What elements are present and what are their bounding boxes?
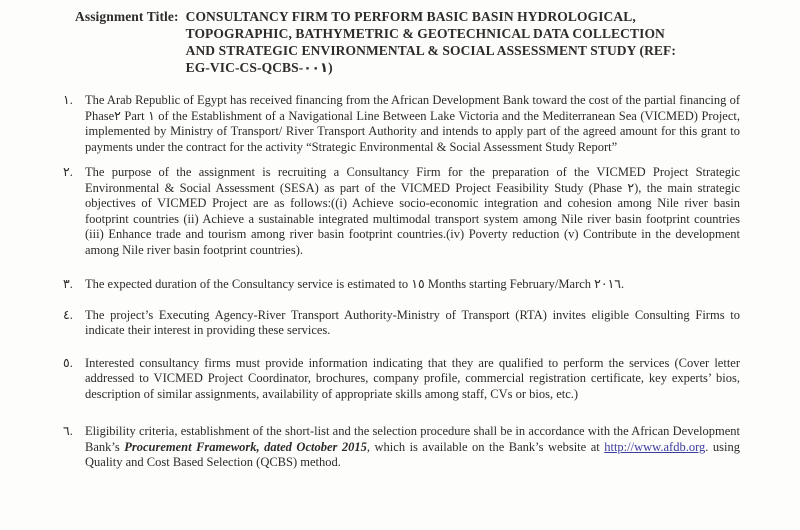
- assignment-title: [75, 8, 740, 76]
- paragraph-2-text: The purpose of the assignment is recruiting a Consultancy Firm for the preparation of the VICMED Project Strategic Environmental & Social Assessment (SESA) as part of the VICMED Project Feasibility Study (Phase ٢), the main strategic objectives of VICMED Project are as follows:((i) Achieve socio-economic integration and cohesion among Nile river basin footprint countries (ii) Achieve a sustainable integrated multimodal transport system among Nile river basin footprint countries (iii) Enhance trade and tourism among river basin footprint countries.(iv) Poverty reduction (v) Contribute in the development among Nile river basin footprint countries).: [85, 165, 740, 257]
- assignment-title-text: [186, 8, 676, 76]
- paragraph-4-text: The project’s Executing Agency-River Transport Authority-Ministry of Transport (RTA) invites eligible Consulting Firms to indicate their interest in providing these services.: [85, 307, 740, 337]
- paragraph-6-text: [85, 424, 740, 471]
- paragraph-4: [63, 308, 740, 339]
- title-line-2: TOPOGRAPHIC, BATHYMETRIC & GEOTECHNICAL DATA COLLECTION: [185, 26, 665, 41]
- paragraph-3-text: The expected duration of the Consultancy service is estimated to ١٥ Months starting February/March ٢٠١٦.: [85, 277, 625, 291]
- paragraph-3: [63, 277, 740, 293]
- paragraph-5-text: Interested consultancy firms must provide information indicating that they are qualified to perform the services (Cover letter addressed to VICMED Project Coordinator, brochures, company profile, commercial registration certificate, key experts’ bios, description of similar assignments, availability of appropriate skills among staff, CVs or bios, etc.): [85, 355, 740, 401]
- paragraph-5: [63, 356, 740, 403]
- paragraph-2: [63, 165, 740, 258]
- procurement-framework-emphasis: Procurement Framework, dated October 2015: [124, 439, 367, 454]
- paragraph-1-text: The Arab Republic of Egypt has received financing from the African Development Bank toward the cost of the partial financing of Phase٢ Part ١ of the Establishment of a Navigational Line Between Lake Victoria and the Mediterranean Sea (VICMED) Project, implemented by Ministry of Transport/ River Transport Authority and intends to apply part of the agreed amount for this grant to payments under the contract for the activity “Strategic Environmental & Social Assessment Study Report”: [85, 93, 740, 154]
- list-marker-4: ٤.: [63, 307, 73, 322]
- paragraph-1: [63, 93, 740, 155]
- afdb-website-link[interactable]: http://www.afdb.org: [604, 439, 706, 454]
- paragraph-6-segment-5: . using Quality and Cost Based Selection (QCBS) method.: [85, 439, 740, 469]
- assignment-title-label: Assignment Title:: [75, 9, 179, 24]
- list-marker-6: ٦.: [63, 424, 73, 438]
- paragraph-6-segment-3: , which is available on the Bank’s website at: [366, 439, 605, 454]
- list-marker-1: ١.: [63, 93, 73, 107]
- paragraph-list: [63, 93, 740, 471]
- list-marker-2: ٢.: [63, 165, 73, 179]
- list-marker-3: ٣.: [63, 277, 73, 291]
- title-line-1: CONSULTANCY FIRM TO PERFORM BASIC BASIN HYDROLOGICAL,: [185, 9, 636, 24]
- title-line-4: EG-VIC-CS-QCBS-٠٠١): [185, 60, 333, 75]
- paragraph-6: [63, 424, 740, 471]
- paragraph-6-segment-1: Eligibility criteria, establishment of the short-list and the selection procedure shall be in accordance with the African Development Bank’s: [85, 424, 740, 454]
- list-marker-5: ٥.: [63, 355, 73, 370]
- title-line-3: AND STRATEGIC ENVIRONMENTAL & SOCIAL ASSESSMENT STUDY (REF:: [185, 43, 676, 58]
